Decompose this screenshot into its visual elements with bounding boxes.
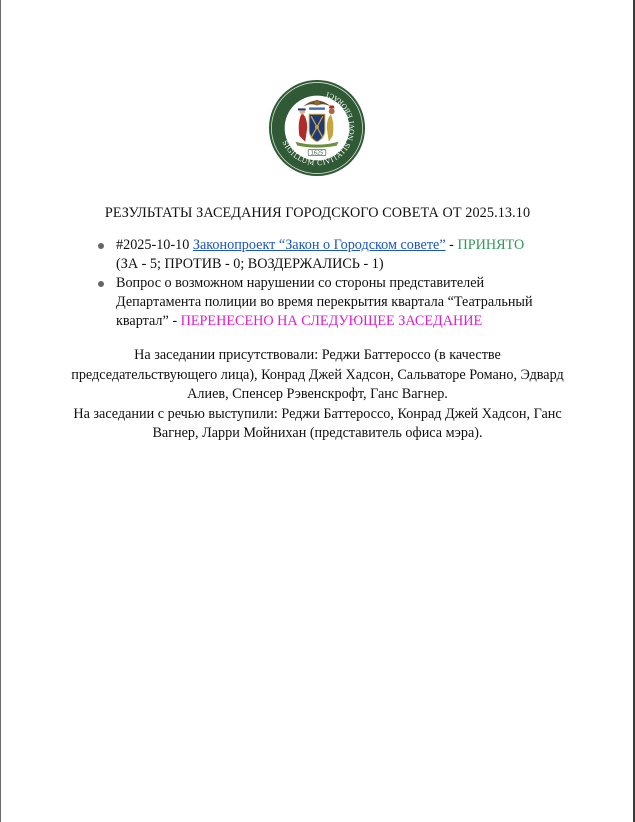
city-seal — [268, 79, 366, 177]
vote-result: (ЗА - 5; ПРОТИВ - 0; ВОЗДЕРЖАЛИСЬ - 1) — [116, 256, 384, 272]
document-title: РЕЗУЛЬТАТЫ ЗАСЕДАНИЯ ГОРОДСКОГО СОВЕТА ОТ 2025.13.10 — [104, 205, 531, 221]
seal-ring-text: SIGILLUM CIVITATIS NOVI EBORACI — [280, 90, 357, 168]
item-separator: - — [168, 313, 181, 329]
list-item — [96, 236, 566, 274]
results-list — [96, 236, 566, 331]
item-text: Вопрос о возможном нарушении со стороны представителей Департамента полиции во время перекрытия квартала “Театральный квартал” — [116, 275, 533, 329]
page-border-left — [0, 0, 1, 822]
item-separator: - — [445, 237, 458, 253]
bullet-icon — [98, 243, 104, 249]
city-seal-icon — [268, 79, 366, 177]
seal-year: 1625 — [310, 150, 324, 157]
list-item — [96, 274, 566, 331]
attendees-text: На заседании присутствовали: Реджи Баттеросcо (в качестве председательствующего лица), Конрад Джей Хадсон, Сальваторе Романо, Эдвард Алиев, Спенсер Рэвенскрофт, Ганс Вагнер. — [71, 347, 564, 402]
status-postponed: ПЕРЕНЕСЕНО НА СЛЕДУЮЩЕЕ ЗАСЕДАНИЕ — [180, 313, 483, 329]
item-number: #2025-10-10 — [116, 237, 193, 253]
bullet-icon — [98, 281, 104, 287]
status-passed: ПРИНЯТО — [457, 237, 525, 253]
speakers-text: На заседании с речью выступили: Реджи Баттеросcо, Конрад Джей Хадсон, Ганс Вагнер, Ларри Мойнихан (представитель офиса мэра). — [73, 405, 562, 441]
attendance-block — [60, 346, 575, 444]
bill-link[interactable]: Законопроект “Закон о Городском совете” — [192, 237, 446, 253]
